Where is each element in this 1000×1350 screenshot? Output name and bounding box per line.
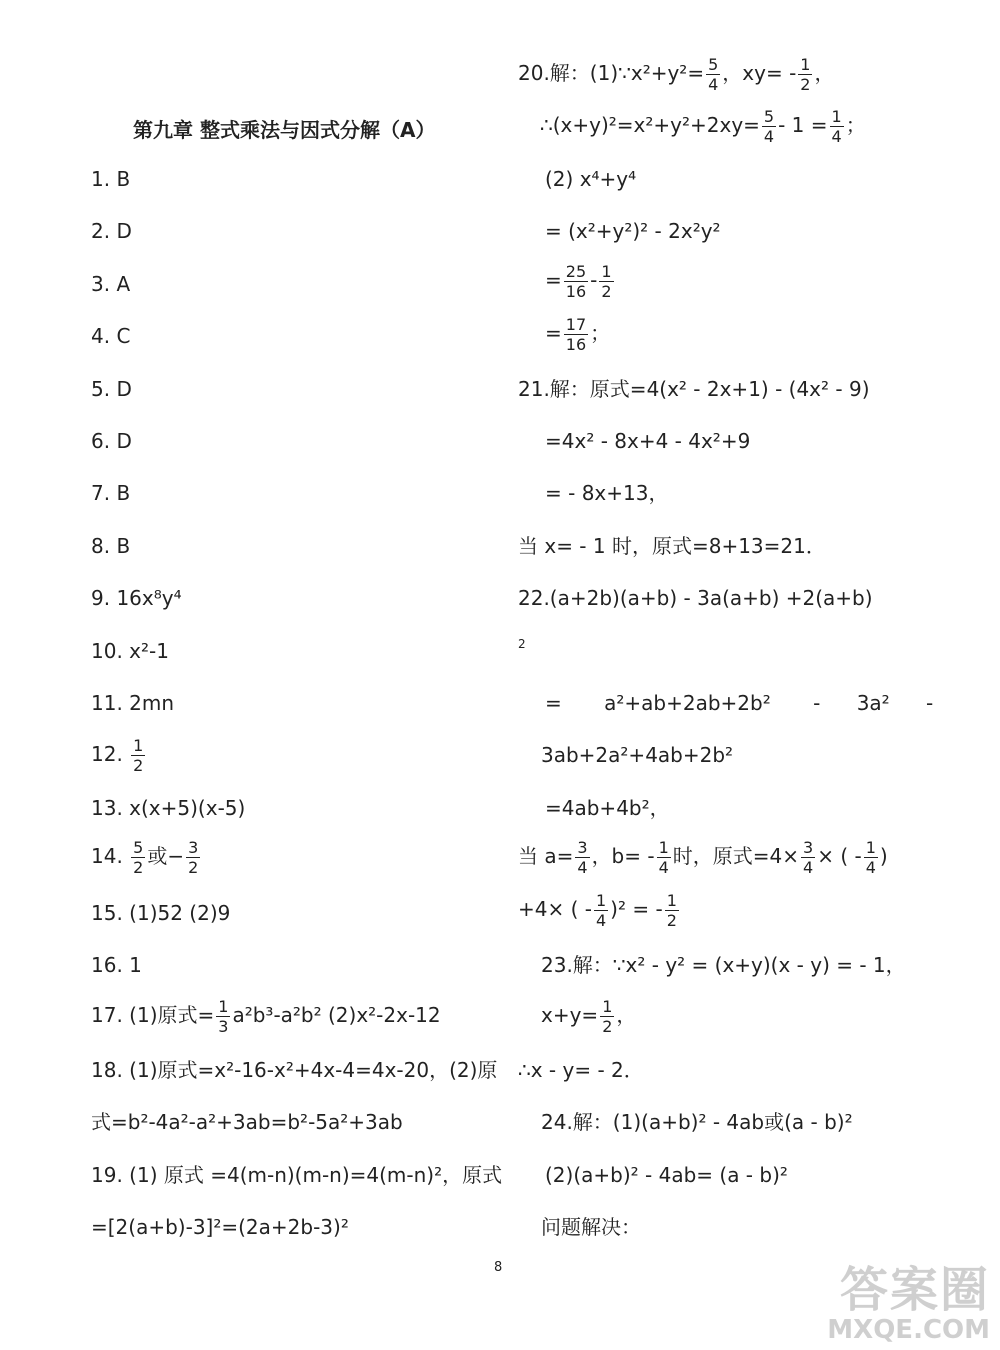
q20-line-5: = $\frac{25}{16}$ - $\frac{1}{2}$ bbox=[545, 262, 612, 301]
q23-line-2: x+y= $\frac{1}{2}$ ， bbox=[541, 997, 637, 1036]
q21-line-3: = - 8x+13， bbox=[545, 481, 669, 505]
answer-16: 16. 1 bbox=[91, 953, 142, 977]
answer-4: 4. C bbox=[91, 324, 131, 348]
q22-line-3: = a²+ab+2ab+2b² - 3a² - bbox=[545, 691, 934, 715]
q24-line-1: 24.解：(1)(a+b)² - 4ab或(a - b)² bbox=[541, 1110, 853, 1134]
q20-line-3: (2) x⁴+y⁴ bbox=[545, 167, 637, 191]
q23-line-1: 23.解：∵x² - y² = (x+y)(x - y) = - 1， bbox=[541, 953, 906, 977]
answer-7: 7. B bbox=[91, 481, 131, 505]
answer-14-fraction-1: $\frac{5}{2}$ bbox=[133, 838, 144, 877]
q21-line-1: 21.解：原式=4(x² - 2x+1) - (4x² - 9) bbox=[518, 377, 870, 401]
answer-6: 6. D bbox=[91, 429, 132, 453]
answer-1: 1. B bbox=[91, 167, 131, 191]
answer-12-fraction: $\frac{1}{2}$ bbox=[133, 736, 144, 775]
answer-8: 8. B bbox=[91, 534, 131, 558]
answer-18-line-2: 式=b²-4a²-a²+3ab=b²-5a²+3ab bbox=[91, 1110, 403, 1134]
q20-line-1: 20.解：(1)∵x²+y²= $\frac{5}{4}$ ，xy= - $\frac{1}{2}$ ， bbox=[518, 55, 835, 94]
q24-line-2: (2)(a+b)² - 4ab= (a - b)² bbox=[545, 1163, 788, 1187]
answer-14 bbox=[91, 838, 202, 877]
answer-14-or: 或− bbox=[147, 844, 185, 868]
answer-9: 9. 16x⁸y⁴ bbox=[91, 586, 182, 610]
answer-18-line-1: 18. (1)原式=x²-16-x²+4x-4=4x-20，(2)原 bbox=[91, 1058, 498, 1082]
answer-19-line-2: =[2(a+b)-3]²=(2a+2b-3)² bbox=[91, 1215, 349, 1239]
answer-19-line-1: 19. (1) 原式 =4(m-n)(m-n)=4(m-n)²，原式 bbox=[91, 1163, 503, 1187]
answer-12 bbox=[91, 736, 147, 775]
q22-line-1: 22.(a+2b)(a+b) - 3a(a+b) +2(a+b) bbox=[518, 586, 873, 610]
answer-13: 13. x(x+5)(x-5) bbox=[91, 796, 246, 820]
q22-line-4: 3ab+2a²+4ab+2b² bbox=[541, 743, 734, 767]
answer-17-prefix: 17. (1)原式= bbox=[91, 1003, 215, 1027]
answer-11: 11. 2mn bbox=[91, 691, 175, 715]
answer-12-label: 12. bbox=[91, 742, 123, 766]
answer-10: 10. x²-1 bbox=[91, 639, 169, 663]
q21-line-2: =4x² - 8x+4 - 4x²+9 bbox=[545, 429, 751, 453]
q20-line-2: ∴(x+y)²=x²+y²+2xy= $\frac{5}{4}$ - 1 = $\frac{1}{4}$ ； bbox=[540, 107, 866, 146]
q20-line-6: = $\frac{17}{16}$ ； bbox=[545, 315, 611, 354]
answer-14-fraction-2: $\frac{3}{2}$ bbox=[188, 838, 199, 877]
watermark-logo bbox=[827, 1264, 990, 1344]
q22-line-5: =4ab+4b²， bbox=[545, 796, 670, 820]
answer-3: 3. A bbox=[91, 272, 131, 296]
q20-line-4: = (x²+y²)² - 2x²y² bbox=[545, 219, 721, 243]
answer-14-label: 14. bbox=[91, 844, 123, 868]
q22-line-2: 2 bbox=[518, 637, 526, 651]
answer-17 bbox=[91, 997, 441, 1036]
watermark-url: MXQE.COM bbox=[827, 1315, 990, 1345]
page-title: 第九章 整式乘法与因式分解（A） bbox=[133, 118, 436, 142]
q22-line-7: +4× ( - $\frac{1}{4}$ )² = - $\frac{1}{2}$ bbox=[518, 891, 677, 930]
q22-line-6: 当 a= $\frac{3}{4}$ ，b= - $\frac{1}{4}$ 时，原式=4× $\frac{3}{4}$ × ( - $\frac{1}{4}$ ) bbox=[518, 838, 888, 877]
q21-line-4: 当 x= - 1 时，原式=8+13=21． bbox=[518, 534, 826, 558]
answer-2: 2. D bbox=[91, 219, 132, 243]
q23-line-3: ∴x - y= - 2． bbox=[518, 1058, 644, 1082]
answer-5: 5. D bbox=[91, 377, 132, 401]
q24-line-3: 问题解决： bbox=[541, 1215, 641, 1239]
answer-17-fraction: $\frac{1}{3}$ bbox=[218, 997, 229, 1036]
page-number: 8 bbox=[494, 1260, 503, 1275]
answer-17-suffix: a²b³-a²b² (2)x²-2x-12 bbox=[232, 1003, 441, 1027]
watermark-text: 答案圈 bbox=[839, 1262, 990, 1318]
answer-15: 15. (1)52 (2)9 bbox=[91, 901, 231, 925]
